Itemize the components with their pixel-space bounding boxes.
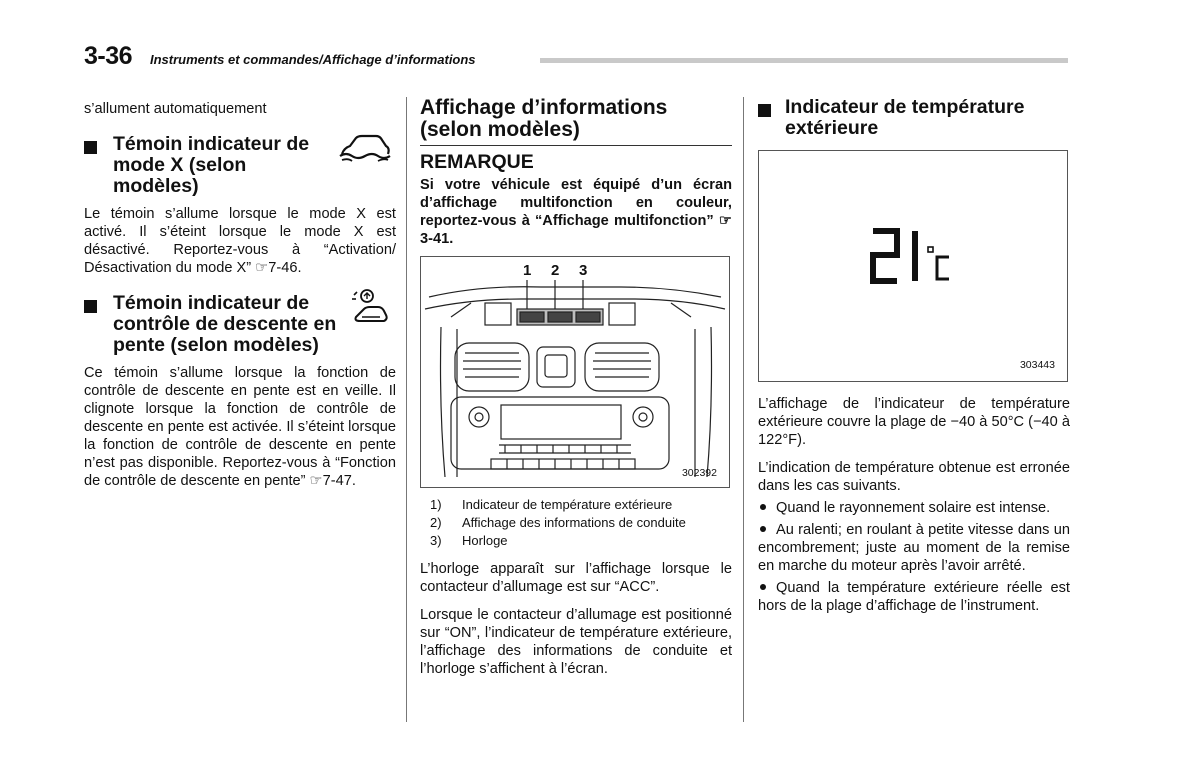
temperature-readout [869, 227, 959, 292]
remark-text: Si votre véhicule est équipé d’un écran d’affichage multifonction en couleur, reportez-vous à “Affichage multifonction” ☞3-41. [420, 177, 732, 247]
callout-3: 3 [579, 262, 588, 279]
column-left [84, 97, 396, 490]
caption-item: 3) Horloge [430, 533, 508, 548]
list-item: Quand la température extérieure réelle est hors de la plage d’affichage de l’instrument. [758, 580, 1070, 614]
paragraph: L’horloge apparaît sur l’affichage lorsque le contacteur d’allumage est sur “ACC”. [420, 561, 732, 595]
temperature-display-figure [758, 150, 1068, 382]
column-divider [743, 97, 744, 722]
section-title: Indicateur de température extérieure [785, 96, 1025, 139]
figure-captions [420, 496, 732, 550]
paragraph: L’indication de température obtenue est erronée dans les cas suivants. [758, 460, 1070, 494]
header-rule [540, 58, 1068, 63]
remark-title: REMARQUE [420, 151, 534, 173]
chapter-title: Instruments et commandes/Affichage d’informations [150, 52, 476, 67]
page-number: 3-36 [84, 42, 133, 70]
section-bullet-square [758, 104, 771, 117]
section-hill-descent [84, 293, 396, 490]
figure-code: 302392 [681, 467, 717, 479]
x-mode-icon [338, 134, 392, 169]
figure-code: 303443 [1019, 359, 1055, 371]
caption-item: 2) Affichage des informations de conduite [430, 515, 686, 530]
paragraph: Lorsque le contacteur d’allumage est positionné sur “ON”, l’indicateur de température extérieure, l’affichage des informations de conduite et l’horloge s’affichent à l’écran. [420, 607, 732, 677]
section-title: Témoin indicateur de contrôle de descente en pente (selon modèles) [113, 292, 337, 356]
callout-1: 1 [523, 262, 532, 279]
section-x-mode [84, 134, 396, 277]
section-bullet-square [84, 300, 97, 313]
column-divider [406, 97, 407, 722]
paragraph: L’affichage de l’indicateur de température extérieure couvre la plage de −40 à 50°C (−40 à 122°F). [758, 396, 1070, 448]
hill-descent-control-icon [350, 287, 390, 330]
callout-2: 2 [551, 262, 560, 279]
section-bullet-square [84, 141, 97, 154]
caption-item: 1) Indicateur de température extérieure [430, 497, 673, 512]
list-item: Au ralenti; en roulant à petite vitesse dans un encombrement; juste au moment de la remise en marche du moteur après l’avoir arrêté. [758, 522, 1070, 574]
section-heading-block [758, 97, 1070, 139]
section-body: Le témoin s’allume lorsque le mode X est activé. Il s’éteint lorsque le mode X est désactivé. Reportez-vous à “Activation/ Désactivation du mode X” ☞7-46. [84, 206, 396, 276]
dashboard-illustration [421, 257, 729, 487]
list-item: Quand le rayonnement solaire est intense. [758, 499, 1070, 517]
lead-text: s’allument automatiquement [84, 101, 267, 117]
conditions-list [758, 499, 1070, 615]
column-middle [420, 97, 732, 678]
section-heading: Affichage d’informations (selon modèles) [420, 97, 732, 146]
dashboard-figure [420, 256, 730, 488]
column-right [758, 97, 1070, 615]
section-body: Ce témoin s’allume lorsque la fonction de contrôle de descente en pente est en veille. Il clignote lorsque la fonction de contrôle de descente en pente est activée. Il s’éteint lorsque la fonction de contrôle de descente en pente n’est pas disponible. Reportez-vous à “Fonction de contrôle de descente en pente” ☞7-47. [84, 365, 396, 489]
section-title: Témoin indicateur de mode X (selon modèles) [113, 133, 310, 197]
